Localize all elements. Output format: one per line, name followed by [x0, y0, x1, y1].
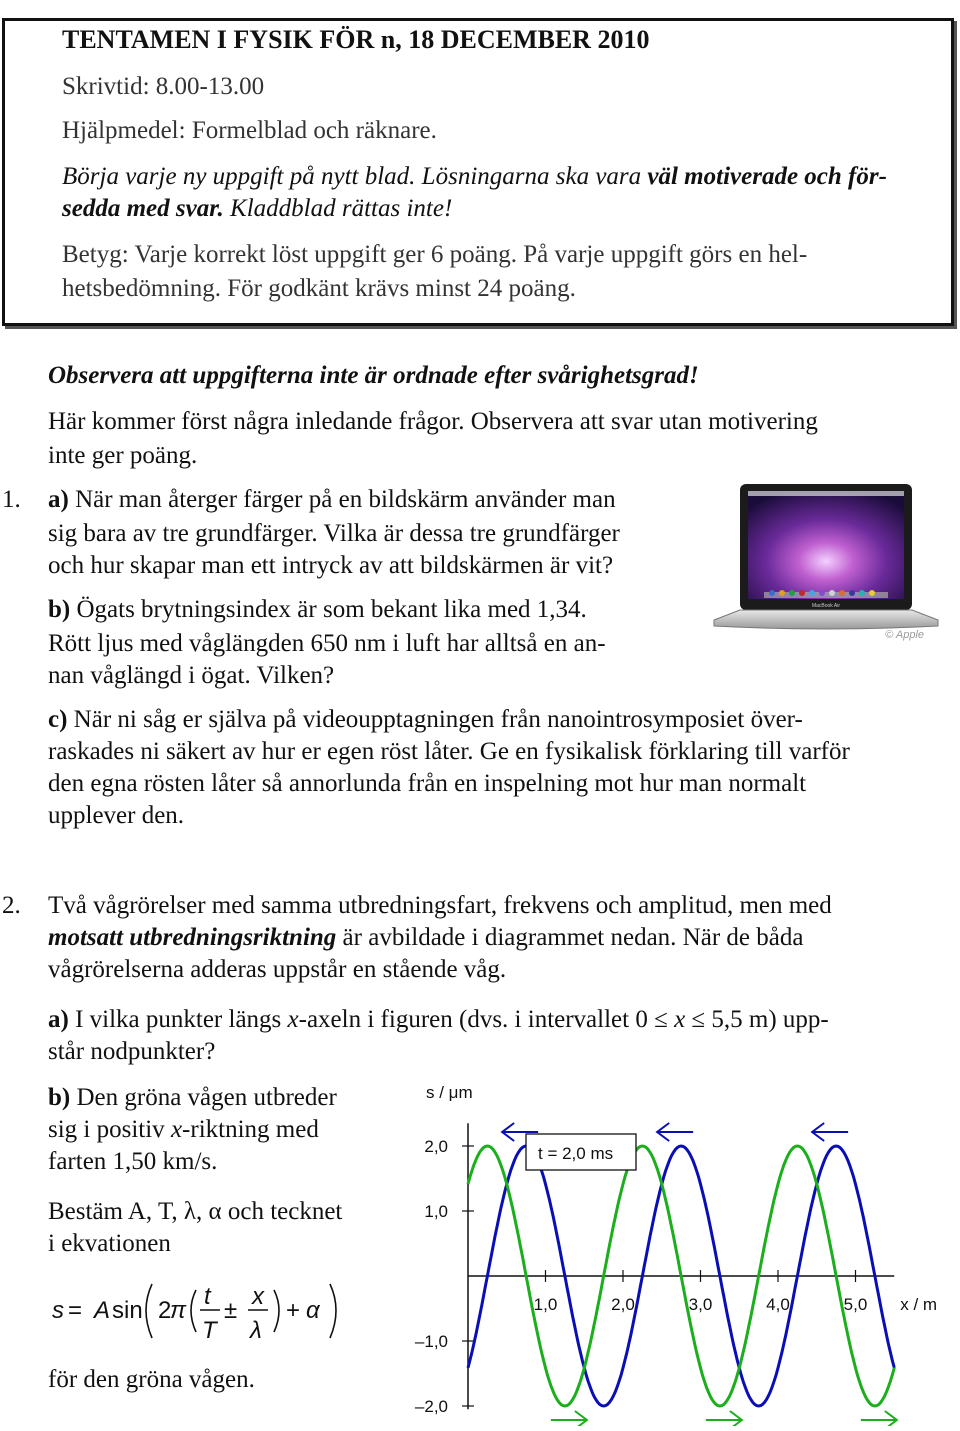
svg-text:x: x [252, 1283, 264, 1310]
q2b-line1: b) Den gröna vågen utbreder [48, 1084, 337, 1111]
q2-number: 2. [2, 892, 21, 919]
y-tick-label: 1,0 [424, 1202, 448, 1221]
q1-number: 1. [2, 486, 21, 513]
q1b-line3: nan våglängd i ögat. Vilken? [48, 662, 335, 689]
x-tick-label: 1,0 [533, 1295, 558, 1314]
q2b-line2: sig i positiv x-riktning med [48, 1116, 319, 1143]
wave-chart [396, 1074, 956, 1426]
q1a-line1: a) När man återger färger på en bildskärm använder man [48, 486, 616, 513]
y-tick-label: –1,0 [414, 1332, 448, 1351]
svg-text:T: T [202, 1317, 217, 1344]
svg-text:λ: λ [250, 1317, 262, 1344]
x-axis-label: x / m [900, 1295, 938, 1314]
svg-text:+: + [286, 1297, 301, 1324]
y-tick-label: –2,0 [414, 1397, 448, 1416]
grading-line1: Betyg: Varje korrekt löst uppgift ger 6 poäng. På varje uppgift görs en hel- [62, 241, 808, 268]
q1a-line3: och hur skapar man ett intryck av att bildskärmen är vit? [48, 552, 614, 579]
exam-title: TENTAMEN I FYSIK FÖR n, 18 DECEMBER 2010 [62, 25, 650, 54]
q2a-line2: står nodpunkter? [48, 1038, 216, 1065]
wave-equation [44, 1268, 364, 1348]
svg-text:2: 2 [158, 1297, 172, 1324]
q1c-line2: raskades ni säkert av hur er egen röst låter. Ge en fysikalisk förklaring till varför [48, 738, 850, 765]
instructions-cont: sedda med svar. Kladdblad rättas inte! [62, 195, 453, 222]
y-tick-label: 2,0 [424, 1137, 448, 1156]
q1b-line1: b) Ögats brytningsindex är som bekant lika med 1,34. [48, 596, 587, 623]
q2-line3: vågrörelserna adderas uppstår en stående våg. [48, 956, 507, 983]
q1c-line4: upplever den. [48, 802, 185, 829]
q2b-line3: farten 1,50 km/s. [48, 1148, 218, 1175]
x-tick-label: 4,0 [766, 1295, 790, 1314]
q2a-line1: a) I vilka punkter längs x-axeln i figuren (dvs. i intervallet 0 ≤ x ≤ 5,5 m) upp- [48, 1006, 829, 1033]
q2b-line4: Bestäm A, T, λ, α och tecknet [48, 1198, 343, 1225]
x-tick-label: 5,0 [843, 1295, 868, 1314]
instructions: Börja varje ny uppgift på nytt blad. Lösningarna ska vara väl motiverade och för- [62, 163, 887, 190]
green-direction-arrow [861, 1411, 897, 1426]
intro-line1: Här kommer först några inledande frågor. Observera att svar utan motivering [48, 408, 818, 435]
q2b-line5: i ekvationen [48, 1230, 171, 1257]
annotation-text: t = 2,0 ms [538, 1144, 614, 1163]
svg-text:A: A [94, 1297, 111, 1324]
blue-direction-arrow [657, 1123, 693, 1141]
green-direction-arrow [706, 1411, 742, 1426]
x-tick-label: 3,0 [688, 1295, 713, 1314]
blue-direction-arrow [812, 1123, 848, 1141]
svg-text:=: = [68, 1297, 83, 1324]
notice: Observera att uppgifterna inte är ordnade efter svårighetsgrad! [48, 362, 699, 389]
q2-line2: motsatt utbredningsriktning är avbildade i diagrammet nedan. När de båda [48, 924, 804, 951]
x-tick-label: 2,0 [611, 1295, 635, 1314]
q1a-line2: sig bara av tre grundfärger. Vilka är dessa tre grundfärger [48, 520, 620, 547]
image-credit: © Apple [885, 629, 924, 641]
aids: Hjälpmedel: Formelblad och räknare. [62, 117, 437, 144]
laptop-image [712, 480, 940, 644]
svg-text:t: t [204, 1283, 211, 1310]
svg-text:α: α [306, 1297, 320, 1324]
q2b-line6: för den gröna vågen. [48, 1366, 255, 1393]
intro-line2: inte ger poäng. [48, 442, 198, 469]
green-direction-arrow [551, 1411, 587, 1426]
laptop-brand: MacBook Air [811, 603, 841, 609]
q1c-line3: den egna rösten låter så annorlunda från en inspelning mot hur man normalt [48, 770, 807, 797]
q1c-line1: c) När ni såg er själva på videoupptagningen från nanointrosymposiet över- [48, 706, 803, 733]
grading-line2: hetsbedömning. För godkänt krävs minst 24 poäng. [62, 275, 576, 302]
q1b-line2: Rött ljus med våglängden 650 nm i luft har alltså en an- [48, 630, 606, 657]
q2-line1: Två vågrörelser med samma utbredningsfart, frekvens och amplitud, men med [48, 892, 832, 919]
svg-text:sin: sin [112, 1297, 143, 1324]
svg-text:π: π [170, 1297, 187, 1324]
svg-text:±: ± [224, 1297, 238, 1324]
svg-text:s: s [52, 1297, 64, 1324]
writing-time: Skrivtid: 8.00-13.00 [62, 73, 265, 100]
y-axis-label: s / μm [426, 1083, 473, 1102]
